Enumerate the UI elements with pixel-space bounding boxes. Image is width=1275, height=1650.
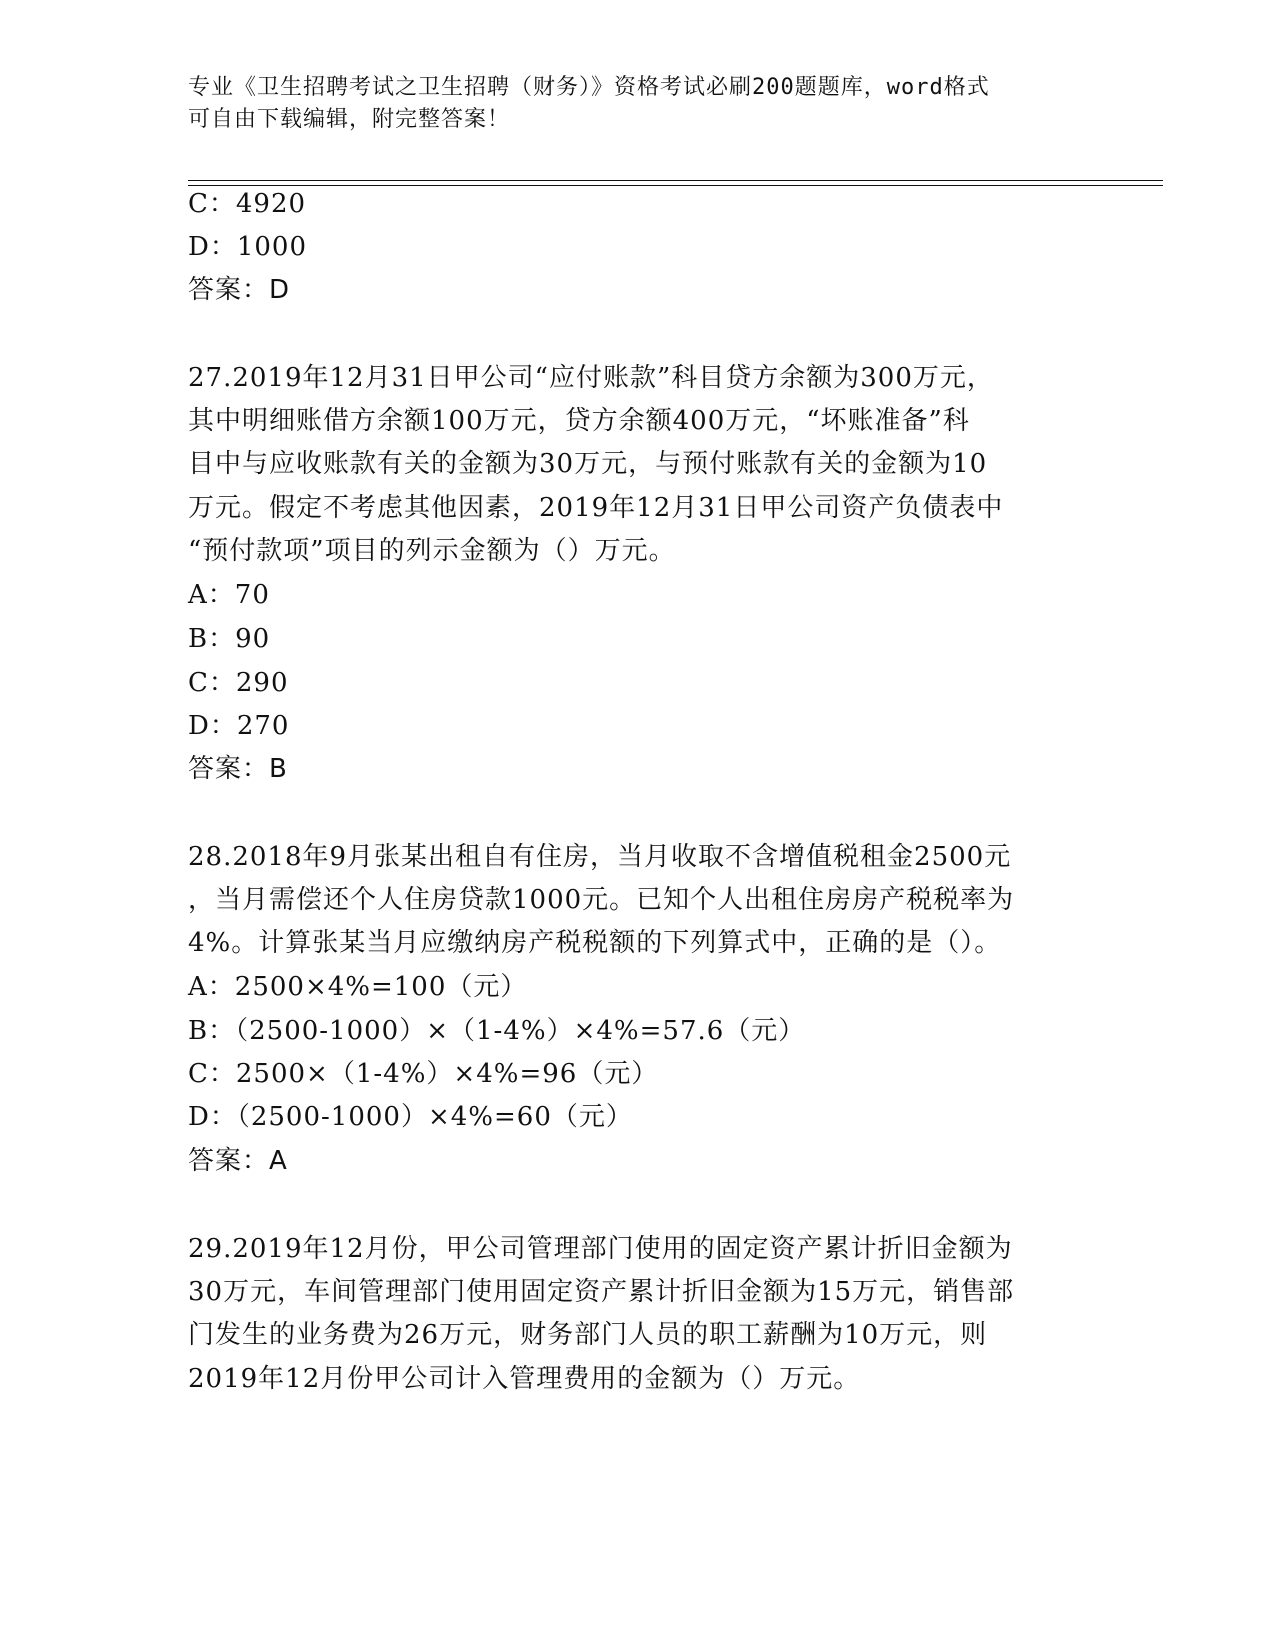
q29-text-line-2: 30万元，车间管理部门使用固定资产累计折旧金额为15万元，销售部 [188, 1277, 1015, 1307]
header-divider-bottom [188, 185, 1163, 186]
q27-option-a: A：70 [188, 580, 270, 610]
header-divider-top [188, 180, 1163, 181]
q27-option-d: D：270 [188, 711, 290, 741]
header-line-2: 可自由下载编辑，附完整答案！ [188, 107, 511, 132]
document-header [188, 72, 1088, 136]
q28-option-d: D：（2500-1000）×4%=60（元） [188, 1102, 633, 1132]
q28-text-line-2: ，当月需偿还个人住房贷款1000元。已知个人出租住房房产税税率为 [188, 885, 1015, 915]
q27-option-b: B：90 [188, 624, 271, 654]
header-line-1: 专业《卫生招聘考试之卫生招聘（财务）》资格考试必刷200题题库，word格式 [188, 75, 990, 100]
q28-text-line-3: 4%。计算张某当月应缴纳房产税税额的下列算式中，正确的是（）。 [188, 928, 1002, 958]
q29-text-line-1: 29.2019年12月份，甲公司管理部门使用的固定资产累计折旧金额为 [188, 1234, 1013, 1264]
q26-option-c: C：4920 [188, 189, 307, 219]
q27-option-c: C：290 [188, 668, 289, 698]
q26-option-d: D：1000 [188, 232, 308, 262]
q28-option-a: A：2500×4%=100（元） [188, 972, 528, 1002]
q28-text-line-1: 28.2018年9月张某出租自有住房，当月收取不含增值税租金2500元 [188, 842, 1012, 872]
q29-text-line-3: 门发生的业务费为26万元，财务部门人员的职工薪酬为10万元，则 [188, 1320, 988, 1350]
q27-text-line-2: 其中明细账借方余额100万元，贷方余额400万元，“坏账准备”科 [188, 406, 970, 436]
q27-answer: 答案：B [188, 754, 288, 784]
q27-text-line-1: 27.2019年12月31日甲公司“应付账款”科目贷方余额为300万元， [188, 363, 994, 393]
q26-answer: 答案：D [188, 275, 291, 305]
q28-answer: 答案：A [188, 1146, 288, 1176]
q28-option-c: C：2500×（1-4%）×4%=96（元） [188, 1059, 659, 1089]
q27-text-line-5: “预付款项”项目的列示金额为（）万元。 [188, 536, 676, 566]
q27-text-line-3: 目中与应收账款有关的金额为30万元，与预付账款有关的金额为10 [188, 449, 988, 479]
q29-text-line-4: 2019年12月份甲公司计入管理费用的金额为（）万元。 [188, 1364, 861, 1394]
q27-text-line-4: 万元。假定不考虑其他因素，2019年12月31日甲公司资产负债表中 [188, 493, 1004, 523]
q28-option-b: B：（2500-1000）×（1-4%）×4%=57.6（元） [188, 1016, 806, 1046]
